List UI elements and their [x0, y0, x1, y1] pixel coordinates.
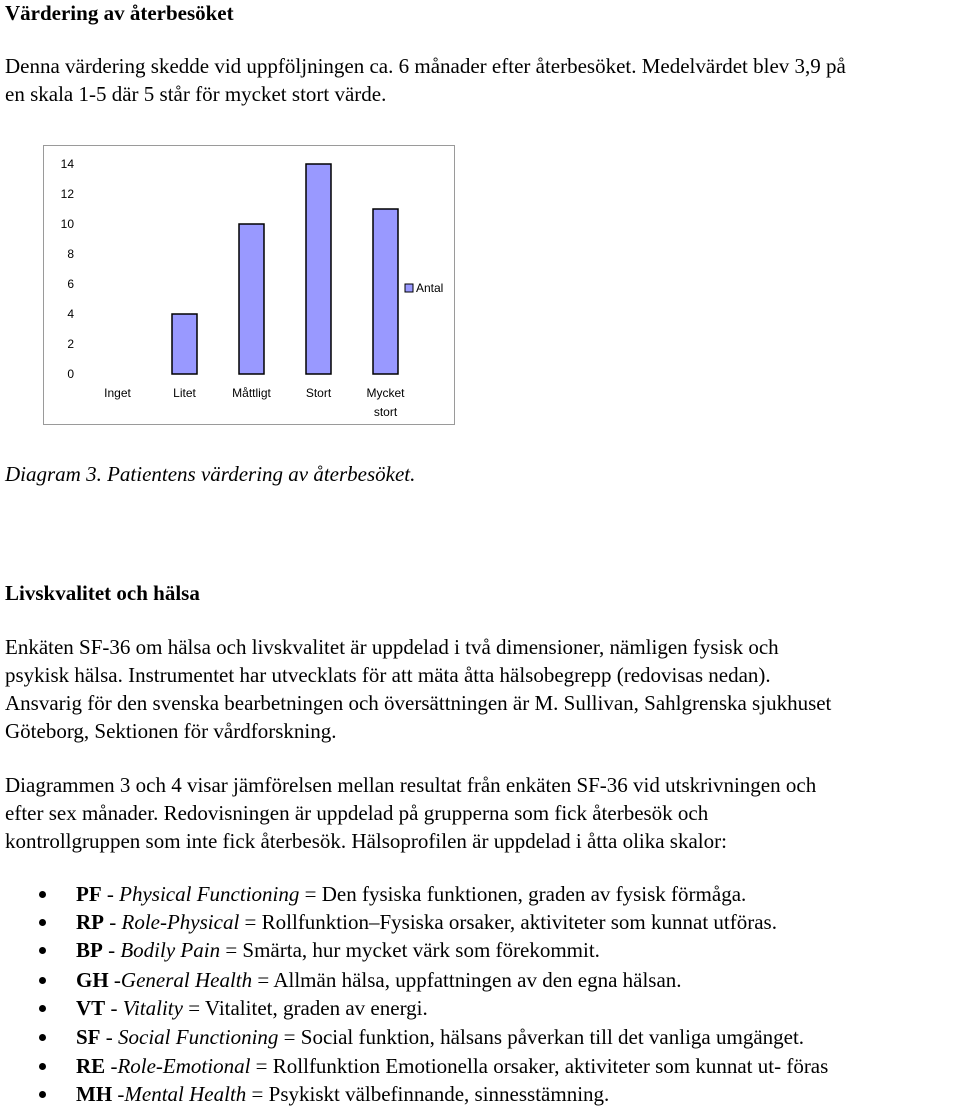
bullet-icon — [39, 1034, 46, 1041]
scale-name: Vitality — [122, 996, 183, 1020]
scale-desc: = Vitalitet, graden av energi. — [182, 996, 428, 1020]
y-tick-label: 0 — [67, 367, 74, 381]
bar-chart-frame — [43, 145, 455, 425]
section-heading-vardering: Värdering av återbesöket — [5, 1, 234, 25]
scale-sep: - — [105, 996, 123, 1020]
paragraph-2-line-2: efter sex månader. Redovisningen är uppdelad på grupperna som fick återbesök och — [5, 801, 709, 825]
scale-sep: - — [108, 968, 121, 992]
intro-paragraph-line-1: Denna värdering skedde vid uppföljningen ca. 6 månader efter återbesöket. Medelvärdet blev 3,9 på — [5, 54, 846, 78]
bar — [239, 224, 264, 374]
scale-name: Physical Functioning — [119, 882, 300, 906]
scale-code: RE — [76, 1054, 106, 1078]
scale-code: BP — [76, 938, 103, 962]
y-tick-label: 12 — [60, 187, 74, 201]
x-tick-label: Inget — [104, 386, 131, 400]
scale-desc: = Smärta, hur mycket värk som förekommit. — [220, 938, 600, 962]
scale-code: VT — [76, 996, 106, 1020]
y-tick-label: 6 — [67, 277, 74, 291]
bar — [373, 209, 398, 374]
y-tick-label: 8 — [67, 247, 74, 261]
scale-sep: - — [101, 882, 120, 906]
paragraph-1-line-1: Enkäten SF-36 om hälsa och livskvalitet är uppdelad i två dimensioner, nämligen fysisk och — [5, 635, 779, 659]
scale-name: Mental Health — [124, 1082, 247, 1106]
bullet-icon — [39, 1091, 46, 1098]
intro-paragraph-line-2: en skala 1-5 där 5 står för mycket stort värde. — [5, 82, 387, 106]
x-tick-label: Mycket — [366, 386, 405, 400]
paragraph-1-line-4: Göteborg, Sektionen för vårdforskning. — [5, 719, 337, 743]
paragraph-1-line-3: Ansvarig för den svenska bearbetningen och översättningen är M. Sullivan, Sahlgrenska sjukhuset — [5, 691, 832, 715]
legend-label: Antal — [416, 281, 444, 295]
scale-code: GH — [76, 968, 109, 992]
y-tick-label: 14 — [60, 157, 74, 171]
x-tick-label: Måttligt — [232, 386, 271, 400]
legend-swatch — [405, 284, 413, 292]
scale-code: RP — [76, 910, 104, 934]
scale-desc: = Rollfunktion Emotionella orsaker, aktiviteter som kunnat ut- föras — [250, 1054, 829, 1078]
scale-sep: - — [112, 1082, 125, 1106]
paragraph-1-line-2: psykisk hälsa. Instrumentet har utvecklats för att mäta åtta hälsobegrepp (redovisas nedan). — [5, 663, 771, 687]
bar-chart — [44, 146, 454, 424]
scale-code: MH — [76, 1082, 113, 1106]
scale-code: PF — [76, 882, 102, 906]
scale-name: Bodily Pain — [120, 938, 221, 962]
scale-sep: - — [100, 1025, 119, 1049]
scale-name: General Health — [120, 968, 253, 992]
bullet-icon — [39, 1063, 46, 1070]
bullet-icon — [39, 1005, 46, 1012]
scale-sep: - — [105, 1054, 118, 1078]
scale-name: Social Functioning — [118, 1025, 279, 1049]
x-tick-label: stort — [373, 405, 398, 419]
bullet-icon — [39, 947, 46, 954]
scale-desc: = Allmän hälsa, uppfattningen av den egna hälsan. — [252, 968, 682, 992]
scale-desc: = Den fysiska funktionen, graden av fysisk förmåga. — [299, 882, 747, 906]
scale-desc: = Rollfunktion–Fysiska orsaker, aktiviteter som kunnat utföras. — [239, 910, 777, 934]
bullet-icon — [39, 919, 46, 926]
scale-sep: - — [102, 938, 121, 962]
x-tick-label: Stort — [305, 386, 332, 400]
scale-name: Role-Physical — [121, 910, 240, 934]
bullet-icon — [39, 891, 46, 898]
scale-code: SF — [76, 1025, 101, 1049]
bullet-icon — [39, 977, 46, 984]
x-tick-label: Litet — [173, 386, 196, 400]
y-tick-label: 4 — [67, 307, 74, 321]
y-tick-label: 10 — [60, 217, 74, 231]
y-tick-label: 2 — [67, 337, 74, 351]
bar — [172, 314, 197, 374]
paragraph-2-line-1: Diagrammen 3 och 4 visar jämförelsen mellan resultat från enkäten SF-36 vid utskrivningen och — [5, 773, 817, 797]
scale-name: Role-Emotional — [117, 1054, 251, 1078]
scale-desc: = Social funktion, hälsans påverkan till det vanliga umgänget. — [278, 1025, 805, 1049]
paragraph-2-line-3: kontrollgruppen som inte fick återbesök. Hälsoprofilen är uppdelad i åtta olika skalor: — [5, 829, 727, 853]
bar — [306, 164, 331, 374]
diagram-caption: Diagram 3. Patientens värdering av återbesöket. — [5, 462, 416, 486]
section-heading-livskvalitet: Livskvalitet och hälsa — [5, 581, 200, 605]
scale-sep: - — [104, 910, 122, 934]
scale-desc: = Psykiskt välbefinnande, sinnesstämning. — [246, 1082, 610, 1106]
